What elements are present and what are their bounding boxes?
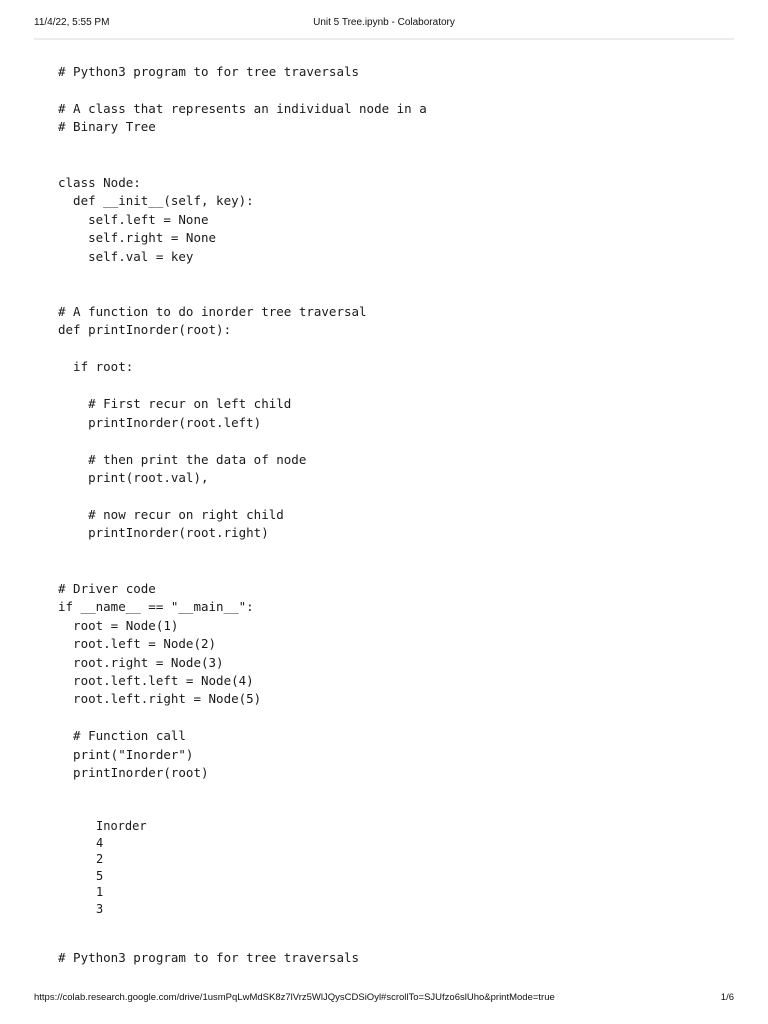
page-number: 1/6 bbox=[720, 992, 734, 1003]
code-cell: # Python3 program to for tree traversals # A class that represents an individual node in a # Binary Tree class Node: def __init__(self, key): self.left = None self.right = None self.val = key # A function to do inorder tree traversal def printInorder(root): if root: # First recur on left child printInorder(root.left) # then print the data of node print(root.val), # now recur on right child printInorder(root.right) # Driver code if __name__ == "__main__": root = Node(1) root.left = Node(2) root.right = Node(3) root.left.left = Node(4) root.left.right = Node(5) # Function call print("Inorder") printInorder(root) bbox=[58, 64, 427, 781]
header-divider bbox=[34, 38, 734, 40]
page-title: Unit 5 Tree.ipynb - Colaboratory bbox=[313, 17, 455, 28]
page-url: https://colab.research.google.com/drive/1usmPqLwMdSK8z7lVrz5WlJQysCDSiOyl#scrollTo=SJUfzo6slUho&printMode=true bbox=[34, 992, 555, 1003]
print-datetime: 11/4/22, 5:55 PM bbox=[34, 17, 110, 28]
cell-output: Inorder 4 2 5 1 3 bbox=[96, 819, 147, 916]
next-code-cell: # Python3 program to for tree traversals bbox=[58, 950, 360, 965]
